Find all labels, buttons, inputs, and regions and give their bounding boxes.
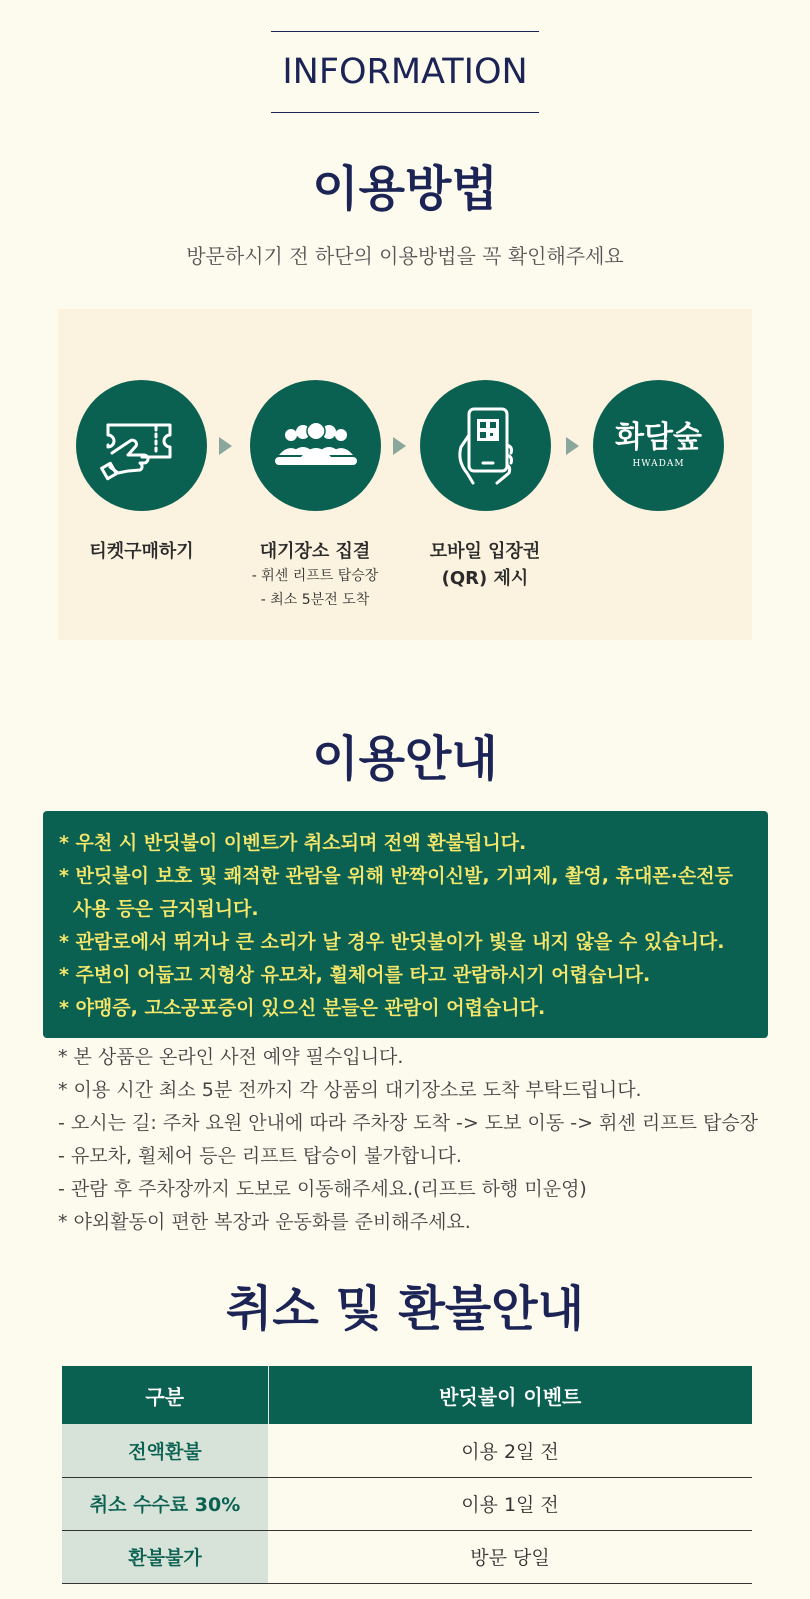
hwadam-logo — [593, 380, 724, 511]
step-label-ticket: 티켓구매하기 — [89, 541, 194, 562]
table-row — [62, 1477, 752, 1530]
notice-line: * 반딧불이 보호 및 쾌적한 관람을 위해 반짝이신발, 기피제, 촬영, 휴대폰·손전등 — [59, 865, 733, 887]
refund-timing-cell: 방문 당일 — [268, 1530, 752, 1583]
note-line: * 야외활동이 편한 복장과 운동화를 준비해주세요. — [58, 1211, 471, 1233]
hwadam-logo-text: 화담숲 — [615, 419, 702, 455]
information-header — [271, 31, 539, 113]
notice-line: 사용 등은 금지됩니다. — [73, 898, 259, 920]
notice-line: * 주변이 어둡고 지형상 유모차, 휠체어를 타고 관람하시기 어렵습니다. — [59, 964, 651, 986]
note-line: - 관람 후 주차장까지 도보로 이동해주세요.(리프트 하행 미운영) — [58, 1178, 587, 1200]
table-header-row — [62, 1366, 752, 1424]
information-label: INFORMATION — [282, 52, 528, 92]
usage-subtitle: 방문하시기 전 하단의 이용방법을 꼭 확인해주세요 — [186, 244, 624, 268]
mobile-qr-icon — [420, 380, 551, 511]
notice-line: * 관람로에서 뛰거나 큰 소리가 날 경우 반딧불이가 빛을 내지 않을 수 있습니다. — [59, 931, 725, 953]
column-header-event: 반딧불이 이벤트 — [268, 1366, 752, 1424]
step-sub-lift: - 휘센 리프트 탑승장 — [251, 568, 379, 584]
refund-type-cell: 전액환불 — [62, 1424, 268, 1477]
refund-timing-cell: 이용 1일 전 — [268, 1477, 752, 1530]
note-line: * 이용 시간 최소 5분 전까지 각 상품의 대기장소로 도착 부탁드립니다. — [58, 1079, 642, 1101]
step-label-mobile: 모바일 입장권 — [429, 541, 541, 562]
notice-line: * 야맹증, 고소공포증이 있으신 분들은 관람이 어렵습니다. — [59, 997, 546, 1019]
arrow-right-icon — [219, 437, 232, 455]
refund-table — [62, 1366, 752, 1584]
arrow-right-icon — [566, 437, 579, 455]
table-row — [62, 1424, 752, 1477]
highlight-notice-box — [43, 811, 768, 1038]
group-people-icon — [250, 380, 381, 511]
guide-notes-list — [58, 1041, 758, 1239]
refund-type-cell: 취소 수수료 30% — [62, 1477, 268, 1530]
table-row — [62, 1530, 752, 1583]
step-label-qr: (QR) 제시 — [441, 568, 529, 589]
ticket-hand-icon — [76, 380, 207, 511]
note-line: - 오시는 길: 주차 요원 안내에 따라 주차장 도착 -> 도보 이동 -> 휘센 리프트 탑승장 — [58, 1112, 759, 1134]
column-header-category: 구분 — [62, 1366, 268, 1424]
guide-title: 이용안내 — [312, 731, 498, 787]
notice-line: * 우천 시 반딧불이 이벤트가 취소되며 전액 환불됩니다. — [59, 832, 527, 854]
refund-title: 취소 및 환불안내 — [226, 1281, 584, 1337]
step-label-gather: 대기장소 집결 — [259, 541, 371, 562]
arrow-right-icon — [393, 437, 406, 455]
refund-type-cell: 환불불가 — [62, 1530, 268, 1583]
note-line: * 본 상품은 온라인 사전 예약 필수입니다. — [58, 1046, 404, 1068]
refund-timing-cell: 이용 2일 전 — [268, 1424, 752, 1477]
hwadam-logo-subtext: HWADAM — [632, 458, 685, 469]
step-sub-arrive: - 최소 5분전 도착 — [260, 592, 370, 608]
usage-title: 이용방법 — [312, 161, 498, 217]
note-line: - 유모차, 휠체어 등은 리프트 탑승이 불가합니다. — [58, 1145, 462, 1167]
